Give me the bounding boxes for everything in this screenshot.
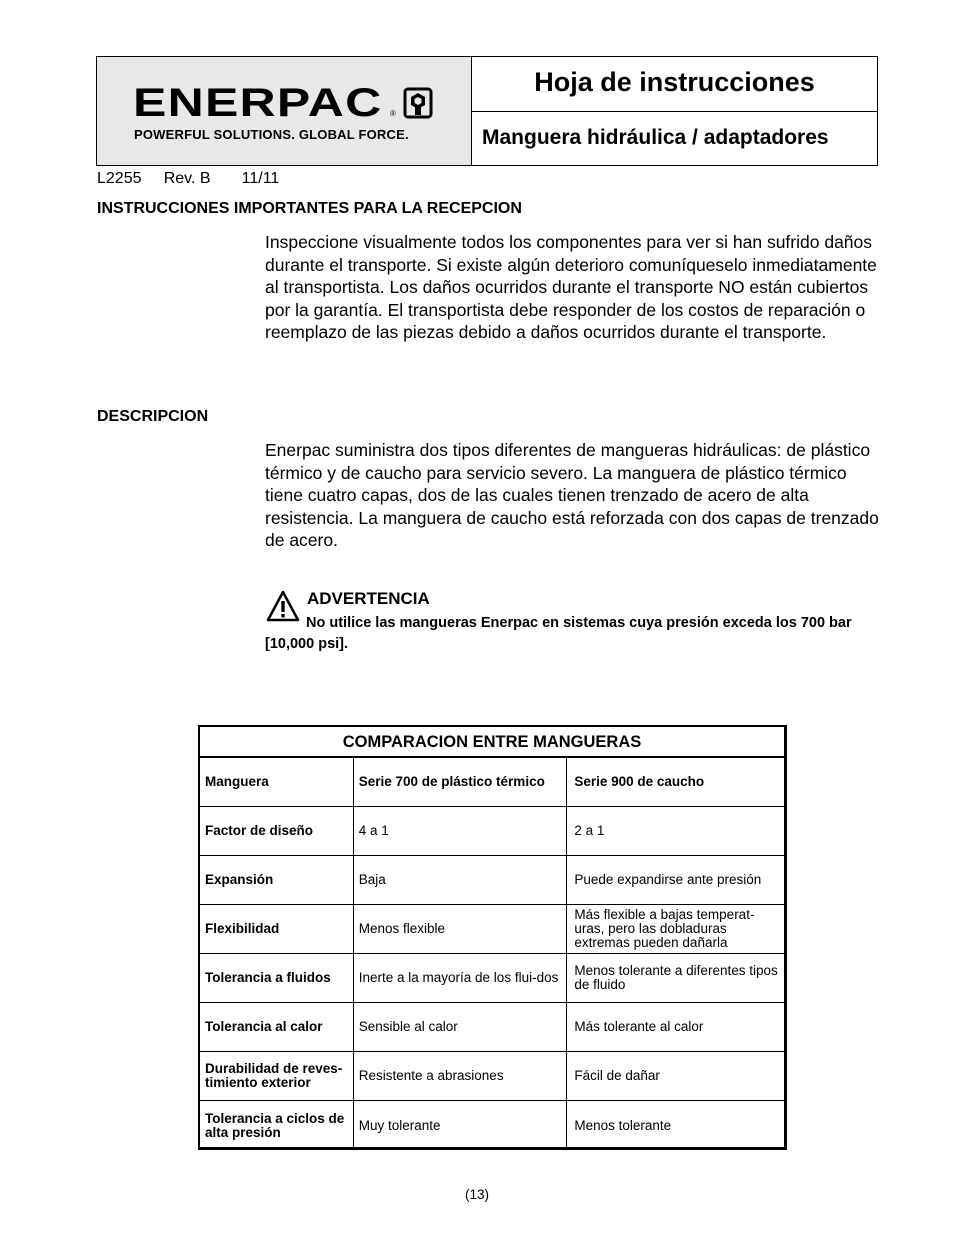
table-cell: Menos flexible	[354, 905, 568, 953]
table-row-label: Tolerancia a fluidos	[200, 954, 354, 1002]
table-cell: Menos tolerante a diferentes tipos de fluido	[574, 963, 778, 992]
registered-mark: ®	[390, 109, 396, 118]
table-row-label: Tolerancia a ciclos de alta presión	[200, 1101, 354, 1150]
page-number: (13)	[464, 1187, 489, 1202]
table-row	[200, 905, 784, 954]
table-row	[200, 1052, 784, 1101]
table-body	[200, 758, 784, 1150]
table-header-cell: Manguera	[200, 758, 354, 806]
table-cell: Resistente a abrasiones	[354, 1052, 568, 1100]
table-header-cell: Serie 700 de plástico térmico	[354, 758, 568, 806]
table-row	[200, 954, 784, 1003]
table-row	[200, 807, 784, 856]
table-cell: Puede expandirse ante presión	[574, 872, 762, 887]
title-block	[472, 57, 877, 112]
table-row	[200, 1003, 784, 1052]
receiving-heading: INSTRUCCIONES IMPORTANTES PARA LA RECEPCION	[97, 200, 522, 217]
brand-logo: ENERPAC	[133, 81, 383, 125]
table-cell: Muy tolerante	[354, 1101, 568, 1150]
document-header	[96, 56, 878, 166]
logo-block	[97, 57, 472, 165]
table-row-label: Flexibilidad	[200, 905, 354, 953]
table-row-label: Durabilidad de reves-timiento exterior	[200, 1052, 354, 1100]
table-title: COMPARACION ENTRE MANGUERAS	[200, 727, 784, 758]
document-reference: L2255 Rev. B 11/11	[97, 170, 280, 187]
table-cell: Menos tolerante	[574, 1117, 672, 1133]
table-header-row	[200, 758, 784, 807]
table-row	[200, 856, 784, 905]
table-row-label: Factor de diseño	[200, 807, 354, 855]
hose-comparison-table	[198, 725, 787, 1150]
description-heading: DESCRIPCION	[97, 408, 209, 425]
table-cell: Fácil de dañar	[574, 1068, 660, 1083]
table-cell: 2 a 1	[574, 823, 605, 838]
receiving-paragraph: Inspeccione visualmente todos los componentes para ver si han sufrido daños durante el transporte. Si existe algún deterioro comuníqueselo inmediatamente al transportista. Los daños ocurridos durante el transporte NO están cubiertos por la garantía. El transportista debe responder de los costos de reparación o reemplazo de las piezas debido a daños ocurridos durante el transporte.	[265, 232, 877, 343]
warning-text: No utilice las mangueras Enerpac en sistemas cuya presión exceda los 700 bar [10,000 psi].	[265, 615, 852, 652]
table-row-label: Expansión	[200, 856, 354, 904]
table-cell: Sensible al calor	[354, 1003, 568, 1051]
table-cell: Inerte a la mayoría de los flui-dos	[354, 954, 568, 1002]
page-subtitle: Manguera hidráulica / adaptadores	[482, 126, 829, 149]
table-cell: Más flexible a bajas temperat-uras, pero las dobladuras extremas pueden dañarla	[574, 907, 755, 950]
table-row	[200, 1101, 784, 1150]
table-cell: Más tolerante al calor	[574, 1019, 704, 1034]
table-cell: 4 a 1	[354, 807, 568, 855]
warning-title: ADVERTENCIA	[307, 589, 430, 608]
subtitle-block	[472, 112, 877, 165]
table-row-label: Tolerancia al calor	[200, 1003, 354, 1051]
wrench-hexagon-icon	[403, 87, 433, 119]
table-cell: Baja	[354, 856, 568, 904]
description-paragraph: Enerpac suministra dos tipos diferentes de mangueras hidráulicas: de plástico térmico y de caucho para servicio severo. La manguera de plástico térmico tiene cuatro capas, dos de las cuales tienen trenzado de acero de alta resistencia. La manguera de caucho está reforzada con dos capas de trenzado de acero.	[265, 440, 879, 551]
brand-tagline: POWERFUL SOLUTIONS. GLOBAL FORCE.	[134, 127, 409, 142]
table-header-cell: Serie 900 de caucho	[574, 774, 705, 789]
page-title: Hoja de instrucciones	[534, 67, 815, 97]
